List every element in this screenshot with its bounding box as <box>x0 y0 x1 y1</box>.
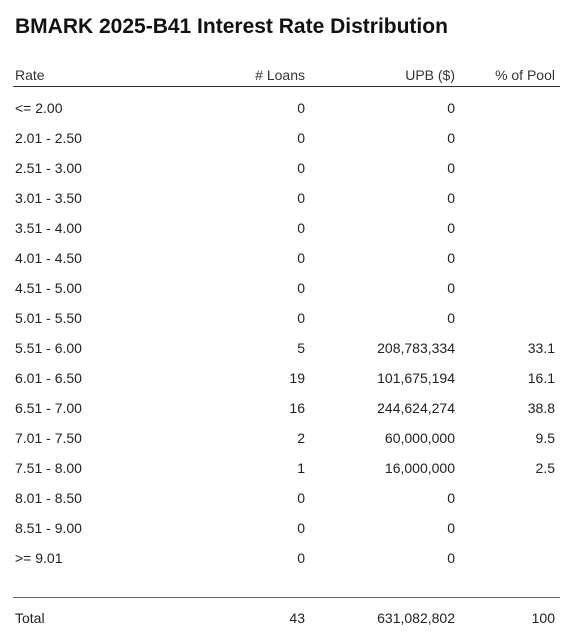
cell-pct: 2.5 <box>535 460 555 476</box>
table-row <box>13 513 560 543</box>
table-body <box>13 87 560 573</box>
cell-loans: 0 <box>297 100 305 116</box>
cell-loans: 0 <box>297 220 305 236</box>
cell-upb: 0 <box>447 190 455 206</box>
cell-rate: 3.01 - 3.50 <box>15 190 82 206</box>
total-pct: 100 <box>531 610 555 626</box>
cell-upb: 0 <box>447 310 455 326</box>
table-row <box>13 393 560 423</box>
cell-upb: 0 <box>447 160 455 176</box>
page-title: BMARK 2025-B41 Interest Rate Distribution <box>15 15 448 38</box>
table-row <box>13 213 560 243</box>
cell-rate: 6.51 - 7.00 <box>15 400 82 416</box>
cell-pct: 38.8 <box>527 400 555 416</box>
table-row <box>13 153 560 183</box>
cell-loans: 0 <box>297 250 305 266</box>
cell-rate: 5.51 - 6.00 <box>15 340 82 356</box>
cell-pct: 33.1 <box>527 340 555 356</box>
cell-rate: >= 9.01 <box>15 550 63 566</box>
total-label: Total <box>15 610 45 626</box>
cell-rate: 4.01 - 4.50 <box>15 250 82 266</box>
cell-upb: 208,783,334 <box>377 340 455 356</box>
table-row <box>13 483 560 513</box>
total-loans: 43 <box>289 610 305 626</box>
cell-loans: 0 <box>297 520 305 536</box>
cell-loans: 1 <box>297 460 305 476</box>
cell-upb: 0 <box>447 130 455 146</box>
cell-rate: 7.01 - 7.50 <box>15 430 82 446</box>
cell-loans: 5 <box>297 340 305 356</box>
cell-pct: 9.5 <box>535 430 555 446</box>
cell-upb: 16,000,000 <box>384 460 455 476</box>
cell-upb: 0 <box>447 490 455 506</box>
cell-upb: 0 <box>447 100 455 116</box>
cell-rate: 7.51 - 8.00 <box>15 460 82 476</box>
cell-upb: 101,675,194 <box>377 370 455 386</box>
cell-upb: 0 <box>447 250 455 266</box>
header-rate: Rate <box>15 67 45 83</box>
cell-loans: 0 <box>297 490 305 506</box>
total-row <box>13 598 560 638</box>
cell-loans: 0 <box>297 160 305 176</box>
interest-rate-table <box>13 64 560 638</box>
cell-upb: 0 <box>447 520 455 536</box>
cell-rate: 2.01 - 2.50 <box>15 130 82 146</box>
header-pct: % of Pool <box>495 67 555 83</box>
cell-rate: 8.51 - 9.00 <box>15 520 82 536</box>
table-header <box>13 64 560 87</box>
cell-loans: 0 <box>297 550 305 566</box>
cell-upb: 0 <box>447 280 455 296</box>
cell-upb: 0 <box>447 550 455 566</box>
cell-rate: 4.51 - 5.00 <box>15 280 82 296</box>
table-row <box>13 543 560 573</box>
cell-rate: 6.01 - 6.50 <box>15 370 82 386</box>
cell-loans: 2 <box>297 430 305 446</box>
table-row <box>13 243 560 273</box>
table-row <box>13 303 560 333</box>
header-upb: UPB ($) <box>405 67 455 83</box>
cell-rate: 5.01 - 5.50 <box>15 310 82 326</box>
total-upb: 631,082,802 <box>377 610 455 626</box>
cell-loans: 0 <box>297 190 305 206</box>
cell-upb: 244,624,274 <box>377 400 455 416</box>
cell-loans: 0 <box>297 310 305 326</box>
table-row <box>13 273 560 303</box>
cell-rate: 2.51 - 3.00 <box>15 160 82 176</box>
header-loans: # Loans <box>255 67 305 83</box>
table-row <box>13 423 560 453</box>
table-row <box>13 363 560 393</box>
table-row <box>13 93 560 123</box>
cell-rate: 8.01 - 8.50 <box>15 490 82 506</box>
cell-loans: 16 <box>289 400 305 416</box>
table-row <box>13 453 560 483</box>
cell-loans: 0 <box>297 130 305 146</box>
cell-loans: 0 <box>297 280 305 296</box>
cell-upb: 60,000,000 <box>384 430 455 446</box>
table-row <box>13 183 560 213</box>
cell-upb: 0 <box>447 220 455 236</box>
cell-pct: 16.1 <box>527 370 555 386</box>
cell-rate: <= 2.00 <box>15 100 63 116</box>
table-row <box>13 333 560 363</box>
cell-rate: 3.51 - 4.00 <box>15 220 82 236</box>
table-row <box>13 123 560 153</box>
cell-loans: 19 <box>289 370 305 386</box>
